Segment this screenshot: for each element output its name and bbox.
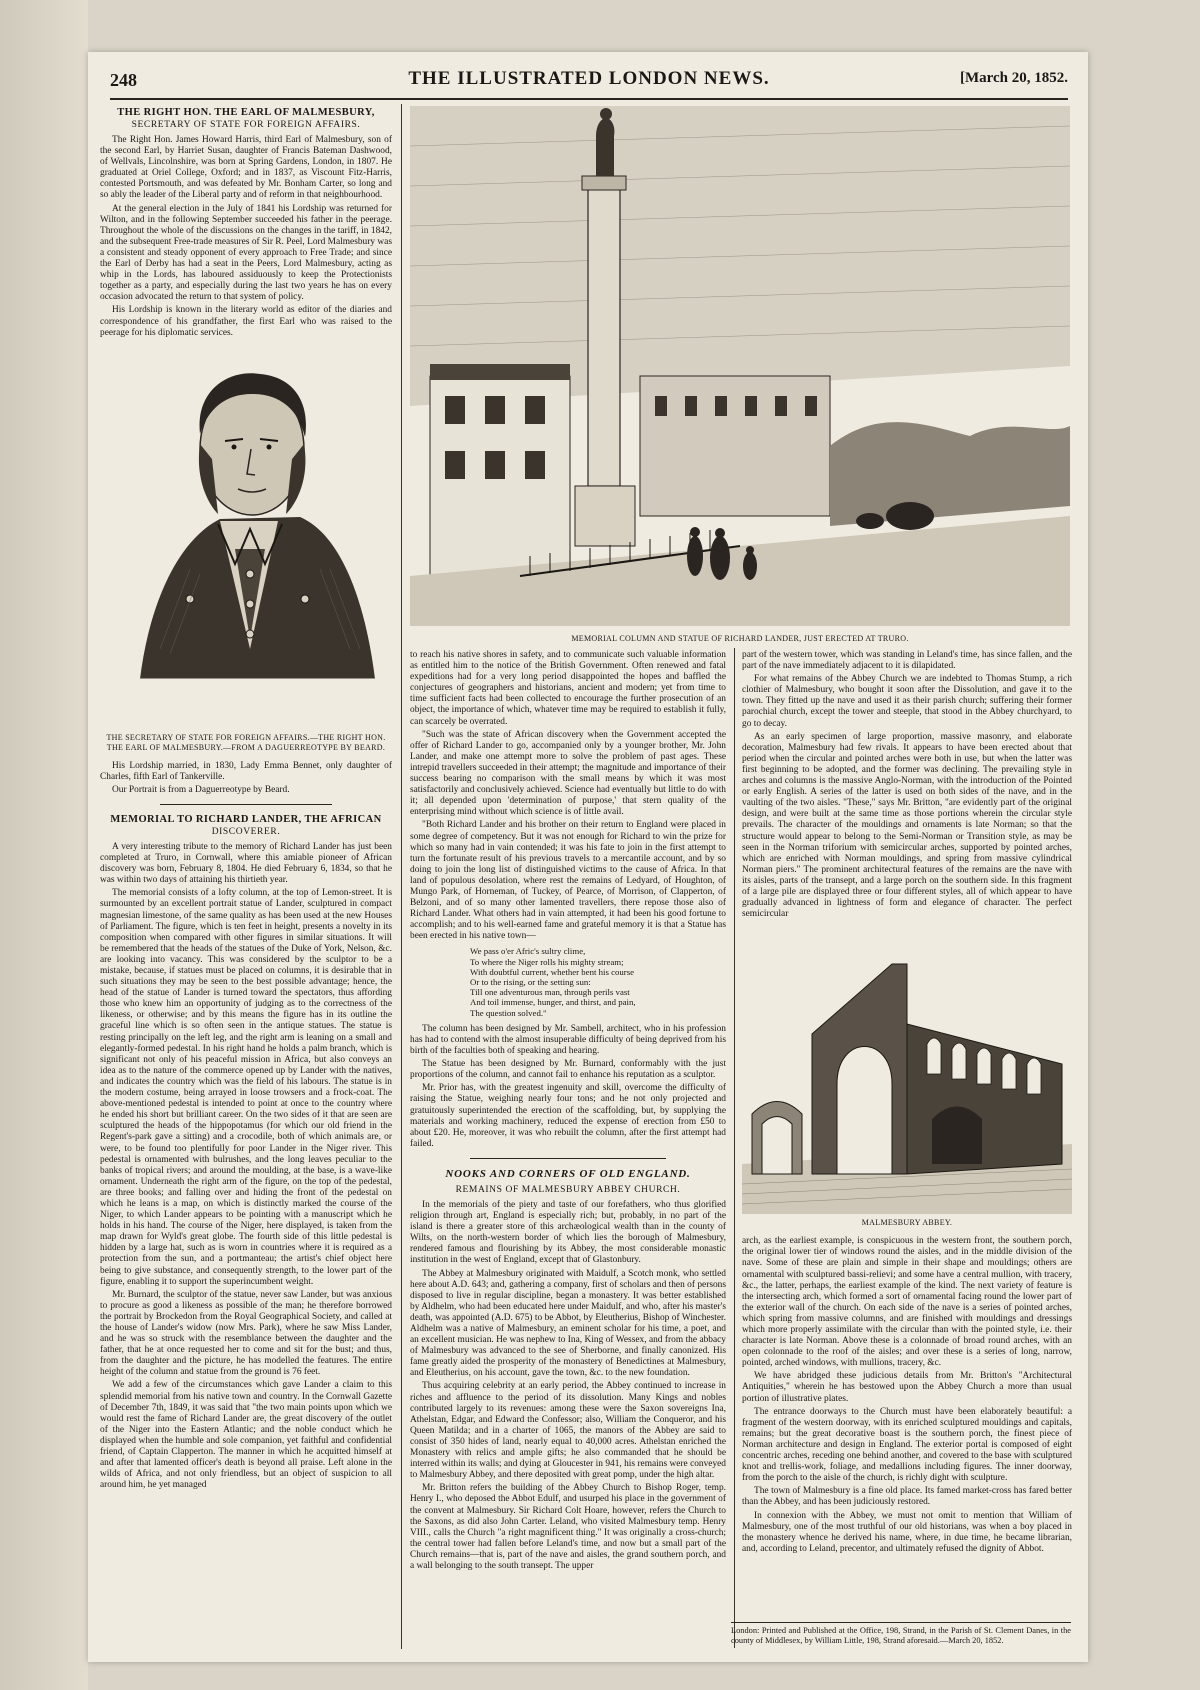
nooks-cont-para-3: As an early specimen of large proportion, massive masonry, and elaborate decoration, Malmesbury had few rivals. It appears to have been erected about that period when the circular and pointed arches were both in use, but when the latter was first beginning to be adopted, and the former was declining. The prevailing style in arches and columns is the massive Anglo-Norman, with the introduction of the Pointed or early English. A series of the latter is used on both sides of the nave, and in the vaulting of the two aisles. "These," says Mr. Britton, "are evidently part of the original design, and were built at the same time as those portions wherein the circular style prevails. The character of the mouldings and ornaments is late Norman; so that the structure would appear to belong to the Semi-Norman or Transition style, as may be seen in the Norman triforium with semicircular arches, supported by pointed arches, which are enriched with Norman mouldings, and spring from massive cylindrical Norman piers." The prominent architectural features of the remains are the nave with its aisles, parts of the transept, and a large porch on the southern side. In this fragment of a large pile are displayed three or four different styles, all of which appear to have gradually advanced in lightness of form and elegance of character. The perfect semicircular (742, 731, 1072, 920)
nooks-subheading: REMAINS OF MALMESBURY ABBEY CHURCH. (455, 1184, 681, 1195)
malmesbury-para-5: Our Portrait is from a Daguerreotype by Beard. (112, 784, 290, 795)
lander-cont-para-5: The Statue has been designed by Mr. Burnard, conformably with the just proportions of the column, and cannot fail to enhance his reputation as a sculptor. (410, 1059, 726, 1081)
nooks-para-4: Mr. Britton refers the building of the Abbey Church to Bishop Roger, temp. Henry I., who deposed the Abbot Edulf, and usurped his place in the government of the convent at Malmesbury. Sir Richard Colt Hoare, however, refers the Church to the Saxons, as did also John Carter. Leland, who visited Malmesbury temp. Henry VIII., calls the Church "a right magnificent thing." It was originally a cross-church; the central tower had fallen before Leland's time, and now but a small part of the Church remains—that is, part of the nave and aisles, the grand southern porch, and a wall belonging to the south transept. The upper (410, 1483, 726, 1571)
page-number: 248 (110, 70, 137, 90)
malmesbury-subheading: SECRETARY OF STATE FOR FOREIGN AFFAIRS. (131, 120, 361, 130)
lander-cont-para-2: "Such was the state of African discovery when the Government accepted the offer of Richard Lander to go, accompanied only by a younger brother, Mr. John Lander, and make one attempt more to solve the problem of past ages. These intrepid travellers succeeded in their attempt; the magnitude and importance of their success bearing no comparison with the small means by which it was most satisfactorily and conclusively achieved. Science had eventually but little to do with it; all depended upon 'determination of purpose,' that stern quality of the enterprising mind without which science is of little avail. (410, 729, 726, 818)
poem-line: Till one adventurous man, through perils vast (470, 987, 630, 998)
section-divider (160, 804, 332, 805)
lander-para-4: We add a few of the circumstances which gave Lander a claim to this splendid memorial from his native town and country. In the Cornwall Gazette of December 7th, 1849, it was said that "the two main points upon which we would rest the fame of Richard Lander are, the great discovery of the outlet of the Niger into the Eastern Atlantic; and the noble conduct which he displayed when the humble and sole companion, yet faithful and confidential friend, of Captain Clapperton. The manner in which he acquitted himself at and after that lamented officer's death is beyond all praise. Left alone in the wilds of Africa, and not only friendless, but an object of suspicion to all around him, he yet managed (100, 1380, 392, 1491)
nooks-cont-para-7: The town of Malmesbury is a fine old place. Its famed market-cross has fared better than the Abbey, and has been judiciously restored. (742, 1486, 1072, 1508)
left-column (100, 104, 392, 1493)
lander-heading: MEMORIAL TO RICHARD LANDER, THE AFRICAN (110, 813, 382, 825)
poem-line: Or to the rising, or the setting sun: (470, 977, 591, 988)
malmesbury-para-4: His Lordship married, in 1830, Lady Emma Bennet, only daughter of Charles, fifth Earl of Tankerville. (100, 760, 392, 782)
issue-date: [March 20, 1852. (959, 70, 1068, 86)
column-caption: MEMORIAL COLUMN AND STATUE OF RICHARD LANDER, JUST ERECTED AT TRURO. (571, 634, 909, 643)
lander-column-engraving (410, 106, 1070, 626)
lander-para-2: The memorial consists of a lofty column, at the top of Lemon-street. It is surmounted by an excellent portrait statue of Lander, sculptured in compact magnesian limestone, of the same quality as has been used at the new Houses of Parliament. The figure, which is ten feet in height, presents a novelty in its composition when compared with other figures in similar situations. It will be remembered that the heads of the statues of the Duke of York, Nelson, &c. are looking into vacancy. This was considered by the sculptor to be a mistake, because, if statues must be placed on columns, it is desirable that in such situations they may be seen to the best possible advantage; hence, the head of the statue of Lander is turned toward the spectators, thus affording those who knew him an opportunity of judging as to the correctness of the likeness, or otherwise; and by this means the figure has in its outline the graceful line which is so often seen in the antique statues. The statue is resting principally on the left leg, and the right arm is leaning on a small and elegantly-formed pedestal. In his right hand he holds a palm branch, which is significant not only of his peaceful mission in Africa, but also conveys an idea as to the nature of the commerce opened up by Lander with the natives, and indicates the country which was the field of his labours. The statue is in the modern costume, being arrayed in loose trowsers and a frock-coat. The above-mentioned pedestal is intended to point at once to the country where he ended his short but brilliant career. On the two sides of it that are seen are sculptured the heads of the hippopotamus (for which our old friend in the Regent's-park gave a sitting) and a crocodile, both of which animals are, or were, to be found too plentifully for poor Lander in the Niger river. This pedestal is ornamented with bulrushes, and the long leaves peculiar to the banks of tropical rivers; and around the moulding, at the base, is a wave-like ornament. Underneath the right arm of the figure, on the top of the pedestal, are three books; and falling over and hiding the front of the pedestal on which he leans is a map, on which is distinctly marked the course of the Niger, to which Lander appears to be pointing with a manuscript which he holds in his hand. The course of the Niger, here displayed, is taken from the map drawn for Wyld's great globe. The fourth side of this little pedestal is hidden by a large hat, such as is worn in countries where it is required as a protection from the sun, and a portmanteau; the artist's chief object here being to give substance, and consequently strength, to the lower part of the figure, enabling it to support the superincumbent weight. (100, 888, 392, 1287)
nooks-para-1: In the memorials of the piety and taste of our forefathers, who thus glorified religion through art, England is especially rich; but, probably, in no part of the island is there a greater store of this archæological wealth than in the county of Wilts, on the north-western border of which lies the borough of Malmesbury, rendered famous and flourishing by its Abbey, the most considerable monastic institution in the west of England, except that of Glastonbury. (410, 1199, 726, 1266)
malmesbury-para-1: The Right Hon. James Howard Harris, third Earl of Malmesbury, son of the second Earl, by Harriet Susan, daughter of Francis Bateman Dashwood, of Wellvals, Lincolnshire, was born at Spring Gardens, London, in 1807. He graduated at Oriel College, Oxford; and in 1837, as Viscount Fitz-Harris, contested Portsmouth, and was defeated by Mr. Bonham Carter, so long and so ably the leader of the Liberal party and of reform in that neighbourhood. (100, 135, 392, 201)
right-column (742, 650, 1072, 1557)
lander-cont-para-1: to reach his native shores in safety, and to communicate such valuable information as entitled him to the notice of the British Government. Often renewed and fatal expeditions had for a very long period disappointed the hopes and baffled the conjectures of geographers and historians, ancient and modern; yet from time to time sufficient facts had been collected to encourage the further prosecution of an object, the importance of which, whatever time may be required to establish it fully, can scarcely be overrated. (410, 650, 726, 727)
abbey-caption: MALMESBURY ABBEY. (861, 1218, 953, 1228)
poem-line: With doubtful current, whether bent his course (470, 966, 635, 977)
column-rule-right (734, 648, 735, 1648)
nooks-cont-para-1: part of the western tower, which was standing in Leland's time, has since fallen, and the part of the nave immediately adjacent to it is dilapidated. (742, 650, 1072, 672)
nooks-cont-para-6: The entrance doorways to the Church must have been elaborately beautiful: a fragment of the western doorway, with its enriched sculptured mouldings and capitals, remains; but the great decorative boast is the southern porch, the finest piece of Norman architecture and design in England. The exterior portal is composed of eight concentric arches, receding one behind another, and covered to the base with sculptured knot and trellis-work, foliage, and medallions including figures. The inner doorway, from the porch to the aisle of the church, is richly dight with sculpture. (742, 1406, 1072, 1484)
masthead (110, 64, 1068, 100)
lander-subheading: DISCOVERER. (211, 826, 281, 837)
nooks-cont-para-2: For what remains of the Abbey Church we are indebted to Thomas Stump, a rich clothier of Malmesbury, who bought it soon after the Dissolution, and gave it to the town. They fitted up the nave and used it as their parish church; suffering their former parochial church, except the tower and steeple, that stood in the Abbey churchyard, to go to decay. (742, 674, 1072, 729)
newspaper-page (88, 52, 1088, 1662)
printer-imprint: London: Printed and Published at the Office, 198, Strand, in the Parish of St. Clement Danes, in the county of Middlesex, by William Little, 198, Strand aforesaid.—March 20, 1852. (731, 1622, 1071, 1646)
nooks-cont-para-5: We have abridged these judicious details from Mr. Britton's "Architectural Antiquities," wherein he has bestowed upon the Abbey Church a more than usual portion of illustrative plates. (742, 1371, 1072, 1404)
nooks-heading: NOOKS AND CORNERS OF OLD ENGLAND. (445, 1167, 691, 1180)
lander-poem (470, 946, 726, 1017)
lander-para-3: Mr. Burnard, the sculptor of the statue, never saw Lander, but was anxious to procure as good a likeness as possible of the man; he therefore borrowed the portrait by Brockedon from the Royal Geographical Society, and called at the house of Lander's widow (now Mrs. Park), where he saw Miss Lander, and he was so struck with the resemblance between the daughter and the father, that he at once requested her to come and sit for the bust; and thus, from the daughter and the picture, he has modelled the features. The entire height of the column and statue from the ground is 76 feet. (100, 1289, 392, 1378)
nooks-cont-para-4: arch, as the earliest example, is conspicuous in the western front, the southern porch, the original lower tier of windows round the aisles, and in the middle division of the nave. Some of these are plain and simple in their shape and mouldings; others are ornamental with sculptured bassi-relievi; and some have a central mullion, with tracery, &c., the latter, perhaps, the earliest example of the kind. The next variety of feature is the intersecting arch, which formed a sort of ornamental facing round the lower part of the exterior wall of the church. On each side of the nave is a series of pointed arches, which spring from massive columns, and are finished with mouldings and dressings which more properly assimilate with the circular than with the pointed style, i.e. their character is late Norman. Above these is a colonnade of broad round arches, with an open colonnade to the roof of the aisles; and over these is a series of long, narrow, pointed, arched windows, with mullions, tracery, &c. (742, 1236, 1072, 1369)
portrait-caption: THE SECRETARY OF STATE FOR FOREIGN AFFAIRS.—THE RIGHT HON. THE EARL OF MALMESBURY.—FROM A DAGUERREOTYPE BY BEARD. (106, 732, 386, 752)
poem-line: And toil immense, hunger, and thirst, and pain, (470, 997, 636, 1008)
poem-line: We pass o'er Afric's sultry clime, (470, 946, 586, 957)
poem-line: The question solved." (470, 1007, 547, 1018)
lander-cont-para-4: The column has been designed by Mr. Sambell, architect, who in his profession has had to contend with the almost insuperable difficulty of being deprived from his birth of the faculties both of speaking and hearing. (410, 1023, 726, 1057)
newspaper-title: THE ILLUSTRATED LONDON NEWS. (408, 68, 770, 89)
column-rule-left (401, 104, 402, 1649)
malmesbury-abbey-engraving (742, 924, 1072, 1214)
page-margin-strip (0, 0, 88, 1690)
section-divider (470, 1158, 666, 1159)
malmesbury-portrait-engraving (100, 349, 392, 729)
nooks-para-2: The Abbey at Malmesbury originated with Maidulf, a Scotch monk, who settled here about A.D. 643; and, gathering a company, first of scholars and then of persons disposed to live in regular discipline, began a monastery. It was better established by Aldhelm, who had been educated here under Maidulf, and who, after his master's death, was appointed (A.D. 675) to be Abbot, by Eleutherius, Bishop of Winchester. Aldhelm was a native of Malmesbury, an eminent scholar for his time, a poet, and an excellent musician. He was nephew to Ina, King of Wessex, and from the abbacy of Malmesbury was advanced to the see of Sherborne, and finally canonized. His fame greatly aided the prosperity of the monastery of Benedictines at Malmesbury, and Eleutherius, on his account, gave the town, &c. to the new foundation. (410, 1268, 726, 1379)
poem-line: To where the Niger rolls his mighty stream; (470, 956, 624, 967)
malmesbury-heading: THE RIGHT HON. THE EARL OF MALMESBURY, (117, 107, 375, 118)
malmesbury-para-2: At the general election in the July of 1841 his Lordship was returned for Wilton, and in the following September succeeded his father in the peerage. Throughout the whole of the discussions on the changes in the tariff, in 1842, and the subsequent Free-trade measures of Sir R. Peel, Lord Malmesbury was a consistent and steady opponent of every approach to Free Trade; and since the Earl of Derby has had a seat in the Peers, Lord Malmesbury, acting as whip in the Lords, has laboured assiduously to keep the Protectionists together as a party, and especially during the last two years he has on every occasion advocated the return to that system of policy. (100, 203, 392, 303)
nooks-para-3: Thus acquiring celebrity at an early period, the Abbey continued to increase in riches and affluence to the period of its dissolution. Many Kings and nobles contributed largely to its revenues: among these were the Saxon sovereigns Ina, Athelstan, Edgar, and Edward the Confessor; also, William the Conqueror, and his Queen Matilda; and in a charter of 1065, the manors of the Abbey are said to consist of 350 hides of land, nearly equal to 40,000 acres. Athelstan enriched the Monastery with relics and ample gifts; he also commanded that he should be interred within its walls; and dying at Gloucester in 941, his remains were conveyed to Malmesbury Abbey, and there deposited with great pomp, under the high altar. (410, 1381, 726, 1481)
malmesbury-para-3: His Lordship is known in the literary world as editor of the diaries and correspondence of his grandfather, the first Earl who was raised to the peerage for his diplomatic services. (100, 305, 392, 338)
lander-para-1: A very interesting tribute to the memory of Richard Lander has just been completed at Truro, in Cornwall, where this amiable pioneer of African discovery was born, February 8, 1804. He died February 6, 1834, so that he was within two days of attaining his thirtieth year. (100, 841, 392, 886)
lander-cont-para-3: "Both Richard Lander and his brother on their return to England were placed in some degree of competency. But it was not enough for Richard to win the prize for which so many had in vain contended; it was his fate to join in the first attempt to turn the fortunate result of his previous travels to a mercantile account, and by so doing to join the long list of distinguished victims to the cause of Africa. In that land of populous desolation, where rest the remains of Ledyard, of Houghton, of Mungo Park, of Horneman, of Tuckey, of Pearce, of Morrison, of Clapperton, of Belzoni, and of so many other lamented travellers, there repose those also of Richard Lander. What others had in vain attempted, it had been his good fortune to accomplish; and to his well-earned fame and grateful memory it is that a Statue has been erected in his native town— (410, 820, 726, 942)
lander-cont-para-6: Mr. Prior has, with the greatest ingenuity and skill, overcome the difficulty of raising the Statue, weighing nearly four tons; and he not only projected and gratuitously superintended the erection of the scaffolding, but, by supplying the materials and working machinery, reduced the expense of erection from £50 to about £20. He, moreover, it was who rebuilt the column, after the first attempt had failed. (410, 1083, 726, 1149)
nooks-cont-para-8: In connexion with the Abbey, we must not omit to mention that William of Malmesbury, one of the most truthful of our old historians, was when a boy placed in the monastery whence he derived his name, where, in due time, he became librarian, and, according to Leland, precentor, and ultimately refused the dignity of Abbot. (742, 1510, 1072, 1554)
middle-column (410, 650, 726, 1574)
